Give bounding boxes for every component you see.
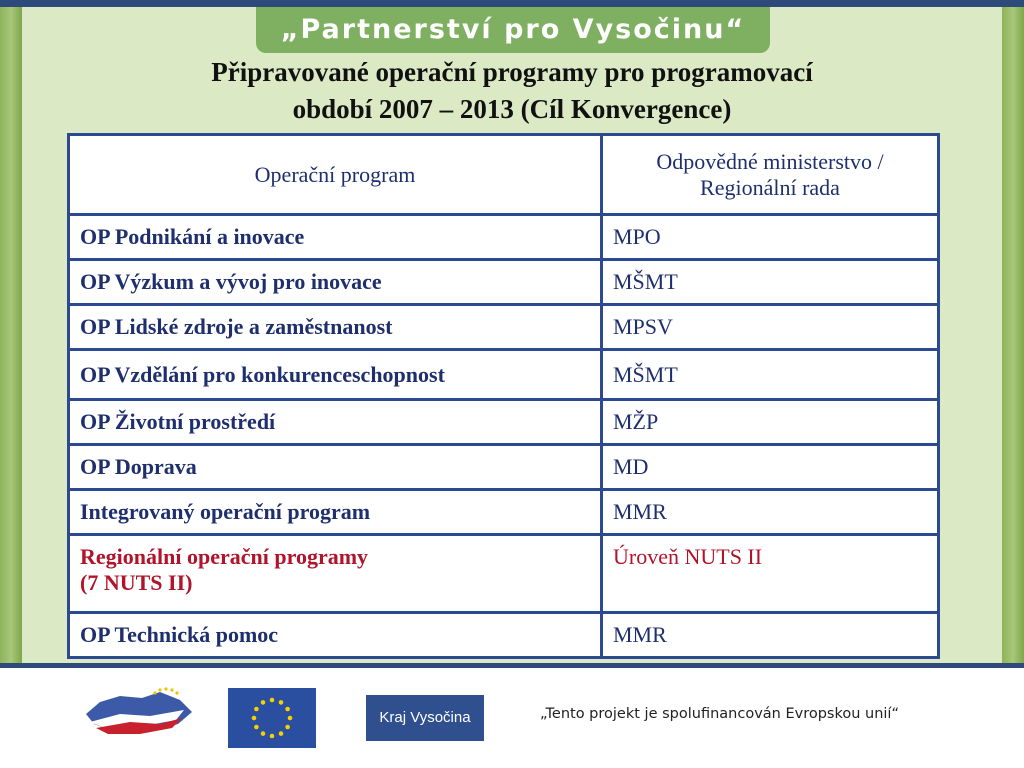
ministry-cell: MŠMT	[602, 350, 939, 400]
table-row	[69, 613, 939, 658]
table-row	[69, 445, 939, 490]
title-line-1: Připravované operační programy pro programovací	[211, 57, 813, 87]
ministry-cell: MŠMT	[602, 260, 939, 305]
program-cell: OP Podnikání a inovace	[69, 215, 602, 260]
header-program: Operační program	[69, 135, 602, 215]
header-ministry-line-1: Odpovědné ministerstvo /	[656, 148, 884, 174]
header-banner: „Partnerství pro Vysočinu“	[256, 7, 770, 53]
header-ministry	[602, 135, 939, 215]
table-row	[69, 305, 939, 350]
ministry-cell: Úroveň NUTS II	[602, 535, 939, 613]
ministry-cell: MPO	[602, 215, 939, 260]
ministry-cell: MPSV	[602, 305, 939, 350]
program-line-2: (7 NUTS II)	[80, 570, 193, 595]
czech-republic-map-logo	[80, 684, 196, 740]
table-row	[69, 535, 939, 613]
program-line-1: Regionální operační programy	[80, 544, 369, 569]
program-cell: OP Životní prostředí	[69, 400, 602, 445]
title-line-2: období 2007 – 2013 (Cíl Konvergence)	[292, 94, 732, 124]
program-cell: OP Doprava	[69, 445, 602, 490]
program-cell: OP Vzdělání pro konkurenceschopnost	[69, 350, 602, 400]
ministry-cell: MD	[602, 445, 939, 490]
ministry-cell: MŽP	[602, 400, 939, 445]
table-row	[69, 400, 939, 445]
program-cell	[69, 535, 602, 613]
header-ministry-line-2: Regionální rada	[700, 174, 840, 200]
left-decorative-border	[0, 7, 22, 663]
kraj-vysocina-logo: Kraj Vysočina	[366, 695, 484, 741]
table-header-row	[69, 135, 939, 215]
programs-table	[67, 133, 940, 659]
program-cell: OP Technická pomoc	[69, 613, 602, 658]
program-cell: OP Lidské zdroje a zaměstnanost	[69, 305, 602, 350]
table-row	[69, 350, 939, 400]
program-cell: OP Výzkum a vývoj pro inovace	[69, 260, 602, 305]
ministry-cell: MMR	[602, 613, 939, 658]
slide-title	[60, 54, 964, 128]
table-row	[69, 215, 939, 260]
eu-flag-logo	[228, 688, 316, 748]
program-cell: Integrovaný operační program	[69, 490, 602, 535]
cofinancing-note: „Tento projekt je spolufinancován Evropskou unií“	[540, 706, 899, 722]
ministry-cell: MMR	[602, 490, 939, 535]
table-row	[69, 260, 939, 305]
right-decorative-border	[1002, 7, 1024, 663]
table-row	[69, 490, 939, 535]
